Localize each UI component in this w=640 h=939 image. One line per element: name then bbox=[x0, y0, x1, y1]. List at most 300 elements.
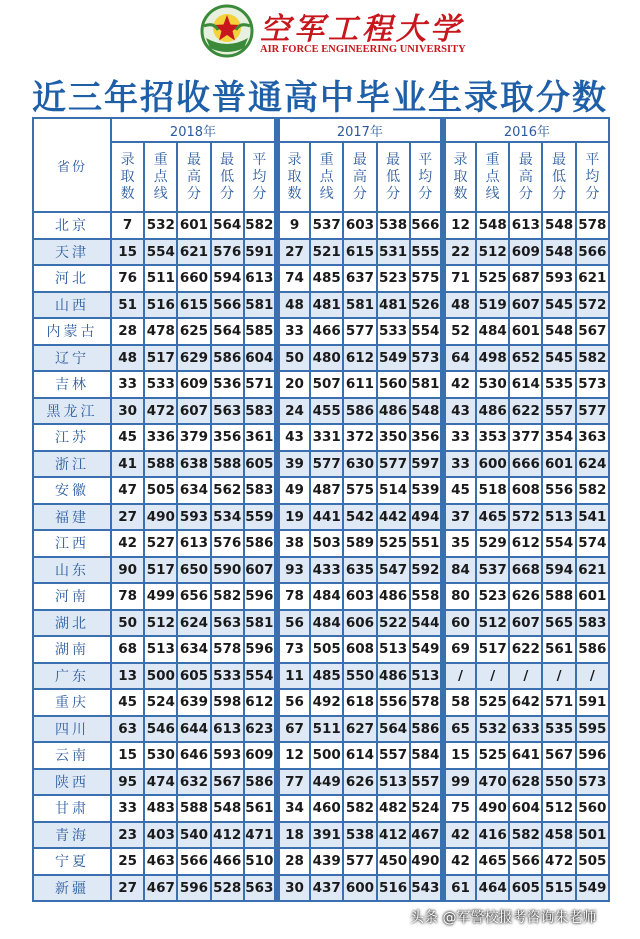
score-cell: 574 bbox=[576, 530, 609, 557]
score-cell: 547 bbox=[377, 557, 410, 584]
score-cell: 503 bbox=[310, 530, 343, 557]
score-cell: 652 bbox=[509, 345, 542, 372]
score-cell: 538 bbox=[377, 212, 410, 239]
score-cell: 638 bbox=[177, 451, 210, 478]
score-cell: 556 bbox=[542, 477, 575, 504]
score-cell: 593 bbox=[177, 504, 210, 531]
score-cell: 487 bbox=[310, 477, 343, 504]
score-cell: 517 bbox=[144, 557, 177, 584]
score-cell: 537 bbox=[476, 557, 509, 584]
score-cell: 510 bbox=[244, 848, 277, 875]
university-name-en: AIR FORCE ENGINEERING UNIVERSITY bbox=[260, 44, 466, 55]
score-cell: 530 bbox=[476, 371, 509, 398]
score-cell: 517 bbox=[144, 345, 177, 372]
score-cell: 555 bbox=[410, 239, 443, 266]
score-cell: 9 bbox=[277, 212, 310, 239]
score-cell: 582 bbox=[576, 345, 609, 372]
table-row bbox=[33, 345, 609, 372]
score-cell: 600 bbox=[476, 451, 509, 478]
province-cell: 北京 bbox=[33, 212, 111, 239]
score-cell: 530 bbox=[144, 742, 177, 769]
score-cell: 33 bbox=[443, 451, 476, 478]
province-cell: 吉林 bbox=[33, 371, 111, 398]
score-cell: 535 bbox=[542, 371, 575, 398]
score-cell: 505 bbox=[576, 848, 609, 875]
score-cell: 30 bbox=[111, 398, 144, 425]
score-cell: 597 bbox=[410, 451, 443, 478]
score-cell: 525 bbox=[476, 689, 509, 716]
score-cell: 551 bbox=[410, 530, 443, 557]
score-cell: 511 bbox=[310, 716, 343, 743]
score-cell: 485 bbox=[310, 663, 343, 690]
score-cell: 50 bbox=[111, 610, 144, 637]
score-cell: 42 bbox=[443, 848, 476, 875]
score-cell: 507 bbox=[310, 371, 343, 398]
score-cell: 513 bbox=[144, 636, 177, 663]
score-cell: 594 bbox=[211, 265, 244, 292]
score-cell: 37 bbox=[443, 504, 476, 531]
score-cell: 623 bbox=[244, 716, 277, 743]
score-cell: 33 bbox=[111, 795, 144, 822]
score-cell: 412 bbox=[377, 822, 410, 849]
score-cell: 563 bbox=[211, 610, 244, 637]
score-cell: 486 bbox=[377, 583, 410, 610]
score-cell: 64 bbox=[443, 345, 476, 372]
score-cell: 614 bbox=[343, 742, 376, 769]
score-cell: 526 bbox=[410, 292, 443, 319]
score-cell: 458 bbox=[542, 822, 575, 849]
score-cell: 591 bbox=[576, 689, 609, 716]
score-cell: 486 bbox=[377, 398, 410, 425]
score-cell: 630 bbox=[343, 451, 376, 478]
score-cell: 449 bbox=[310, 769, 343, 796]
score-cell: 550 bbox=[343, 663, 376, 690]
province-cell: 陕西 bbox=[33, 769, 111, 796]
score-cell: 433 bbox=[310, 557, 343, 584]
score-cell: 612 bbox=[343, 345, 376, 372]
score-cell: 582 bbox=[509, 822, 542, 849]
score-cell: 637 bbox=[343, 265, 376, 292]
score-cell: 625 bbox=[177, 318, 210, 345]
score-cell: 545 bbox=[542, 345, 575, 372]
air-force-emblem-icon bbox=[200, 4, 254, 58]
score-cell: 363 bbox=[576, 424, 609, 451]
score-cell: 621 bbox=[576, 265, 609, 292]
score-cell: 557 bbox=[542, 398, 575, 425]
score-cell: 527 bbox=[144, 530, 177, 557]
table-row bbox=[33, 530, 609, 557]
table-row bbox=[33, 265, 609, 292]
score-cell: 531 bbox=[377, 239, 410, 266]
score-cell: 416 bbox=[476, 822, 509, 849]
score-cell: / bbox=[509, 663, 542, 690]
score-cell: 486 bbox=[476, 398, 509, 425]
score-cell: 529 bbox=[476, 530, 509, 557]
score-cell: 601 bbox=[177, 212, 210, 239]
table-row bbox=[33, 212, 609, 239]
score-cell: 353 bbox=[476, 424, 509, 451]
score-cell: 586 bbox=[244, 530, 277, 557]
score-cell: 573 bbox=[576, 371, 609, 398]
score-cell: 562 bbox=[211, 477, 244, 504]
score-cell: 524 bbox=[410, 795, 443, 822]
score-cell: 536 bbox=[211, 371, 244, 398]
score-cell: 542 bbox=[343, 504, 376, 531]
score-cell: 615 bbox=[343, 239, 376, 266]
table-row bbox=[33, 636, 609, 663]
score-cell: 77 bbox=[277, 769, 310, 796]
score-cell: 42 bbox=[111, 530, 144, 557]
score-cell: 486 bbox=[377, 663, 410, 690]
score-cell: 581 bbox=[410, 371, 443, 398]
score-cell: 331 bbox=[310, 424, 343, 451]
year-header-2018: 2018年 bbox=[111, 118, 277, 142]
score-cell: 628 bbox=[509, 769, 542, 796]
score-cell: 622 bbox=[509, 636, 542, 663]
score-cell: 490 bbox=[410, 848, 443, 875]
score-cell: 565 bbox=[542, 610, 575, 637]
score-cell: 512 bbox=[542, 795, 575, 822]
column-header: 最低分 bbox=[542, 142, 575, 212]
score-cell: 687 bbox=[509, 265, 542, 292]
table-row bbox=[33, 424, 609, 451]
score-cell: 633 bbox=[509, 716, 542, 743]
score-cell: 560 bbox=[576, 795, 609, 822]
score-cell: 39 bbox=[277, 451, 310, 478]
score-cell: 48 bbox=[443, 292, 476, 319]
table-row bbox=[33, 451, 609, 478]
province-cell: 山东 bbox=[33, 557, 111, 584]
score-cell: 601 bbox=[542, 451, 575, 478]
score-cell: 586 bbox=[576, 636, 609, 663]
score-cell: 615 bbox=[177, 292, 210, 319]
table-row bbox=[33, 557, 609, 584]
column-header: 重点线 bbox=[476, 142, 509, 212]
score-cell: 516 bbox=[377, 875, 410, 902]
score-cell: 533 bbox=[144, 371, 177, 398]
table-row bbox=[33, 477, 609, 504]
score-cell: 561 bbox=[542, 636, 575, 663]
score-cell: 501 bbox=[576, 822, 609, 849]
score-cell: 74 bbox=[277, 265, 310, 292]
score-cell: 589 bbox=[343, 530, 376, 557]
score-cell: 58 bbox=[443, 689, 476, 716]
province-cell: 江西 bbox=[33, 530, 111, 557]
score-cell: 582 bbox=[576, 477, 609, 504]
page-title: 近三年招收普通高中毕业生录取分数 bbox=[32, 78, 608, 118]
score-cell: 626 bbox=[509, 583, 542, 610]
score-cell: 505 bbox=[310, 636, 343, 663]
score-cell: 605 bbox=[509, 875, 542, 902]
score-cell: 548 bbox=[542, 318, 575, 345]
score-cell: 584 bbox=[410, 742, 443, 769]
score-cell: 642 bbox=[509, 689, 542, 716]
score-cell: 533 bbox=[377, 318, 410, 345]
province-cell: 山西 bbox=[33, 292, 111, 319]
score-cell: 578 bbox=[211, 636, 244, 663]
score-cell: 90 bbox=[111, 557, 144, 584]
column-header: 最低分 bbox=[377, 142, 410, 212]
score-cell: 441 bbox=[310, 504, 343, 531]
score-cell: 629 bbox=[177, 345, 210, 372]
score-cell: 614 bbox=[509, 371, 542, 398]
score-cell: 515 bbox=[542, 875, 575, 902]
score-cell: 618 bbox=[343, 689, 376, 716]
score-cell: 481 bbox=[310, 292, 343, 319]
score-cell: 467 bbox=[410, 822, 443, 849]
table-row bbox=[33, 371, 609, 398]
score-cell: 354 bbox=[542, 424, 575, 451]
score-cell: 613 bbox=[244, 265, 277, 292]
score-cell: 596 bbox=[177, 875, 210, 902]
score-cell: 525 bbox=[377, 530, 410, 557]
score-cell: 478 bbox=[144, 318, 177, 345]
table-row bbox=[33, 742, 609, 769]
score-cell: 512 bbox=[476, 610, 509, 637]
score-cell: 572 bbox=[509, 504, 542, 531]
score-cell: 513 bbox=[410, 663, 443, 690]
score-cell: 566 bbox=[410, 212, 443, 239]
score-cell: 566 bbox=[211, 292, 244, 319]
score-cell: 33 bbox=[277, 318, 310, 345]
score-cell: 656 bbox=[177, 583, 210, 610]
score-cell: 634 bbox=[177, 477, 210, 504]
score-cell: 609 bbox=[244, 742, 277, 769]
score-cell: 41 bbox=[111, 451, 144, 478]
score-cell: 556 bbox=[377, 689, 410, 716]
score-cell: 598 bbox=[211, 689, 244, 716]
score-cell: / bbox=[542, 663, 575, 690]
score-cell: 50 bbox=[277, 345, 310, 372]
score-cell: 564 bbox=[211, 318, 244, 345]
province-cell: 四川 bbox=[33, 716, 111, 743]
score-cell: 35 bbox=[443, 530, 476, 557]
score-cell: 68 bbox=[111, 636, 144, 663]
score-cell: 666 bbox=[509, 451, 542, 478]
table-row bbox=[33, 663, 609, 690]
score-cell: 56 bbox=[277, 689, 310, 716]
province-cell: 内蒙古 bbox=[33, 318, 111, 345]
score-cell: 525 bbox=[476, 742, 509, 769]
score-cell: 588 bbox=[211, 451, 244, 478]
score-cell: 511 bbox=[144, 265, 177, 292]
score-cell: 466 bbox=[310, 318, 343, 345]
watermark: 头条 @军警校报考咨询朱老师 bbox=[410, 910, 597, 926]
score-cell: 549 bbox=[410, 636, 443, 663]
score-cell: 12 bbox=[443, 212, 476, 239]
province-header: 省份 bbox=[33, 118, 111, 212]
score-cell: 521 bbox=[310, 239, 343, 266]
score-cell: 596 bbox=[576, 742, 609, 769]
score-cell: 11 bbox=[277, 663, 310, 690]
score-cell: 27 bbox=[111, 504, 144, 531]
score-cell: 498 bbox=[476, 345, 509, 372]
score-cell: 596 bbox=[244, 583, 277, 610]
score-cell: 516 bbox=[144, 292, 177, 319]
score-cell: 71 bbox=[443, 265, 476, 292]
score-cell: 12 bbox=[277, 742, 310, 769]
score-cell: 613 bbox=[177, 530, 210, 557]
score-cell: 586 bbox=[244, 769, 277, 796]
score-cell: 482 bbox=[377, 795, 410, 822]
score-cell: 528 bbox=[211, 875, 244, 902]
score-cell: 578 bbox=[576, 212, 609, 239]
column-header: 重点线 bbox=[144, 142, 177, 212]
score-cell: 535 bbox=[542, 716, 575, 743]
score-cell: 513 bbox=[542, 504, 575, 531]
score-cell: 592 bbox=[410, 557, 443, 584]
province-cell: 青海 bbox=[33, 822, 111, 849]
province-cell: 江苏 bbox=[33, 424, 111, 451]
score-cell: 571 bbox=[244, 371, 277, 398]
score-cell: 541 bbox=[576, 504, 609, 531]
score-cell: 18 bbox=[277, 822, 310, 849]
column-header: 录取数 bbox=[443, 142, 476, 212]
score-cell: 575 bbox=[410, 265, 443, 292]
score-cell: 586 bbox=[211, 345, 244, 372]
score-cell: 403 bbox=[144, 822, 177, 849]
score-cell: 601 bbox=[509, 318, 542, 345]
score-cell: 624 bbox=[177, 610, 210, 637]
score-cell: 548 bbox=[211, 795, 244, 822]
score-cell: 634 bbox=[177, 636, 210, 663]
year-header-2017: 2017年 bbox=[277, 118, 443, 142]
province-cell: 浙江 bbox=[33, 451, 111, 478]
score-cell: 621 bbox=[177, 239, 210, 266]
score-cell: 13 bbox=[111, 663, 144, 690]
score-cell: 78 bbox=[111, 583, 144, 610]
score-cell: 588 bbox=[542, 583, 575, 610]
score-cell: 567 bbox=[211, 769, 244, 796]
score-cell: 76 bbox=[111, 265, 144, 292]
score-cell: 632 bbox=[177, 769, 210, 796]
score-cell: 577 bbox=[343, 318, 376, 345]
score-cell: 43 bbox=[277, 424, 310, 451]
score-cell: / bbox=[576, 663, 609, 690]
score-cell: 577 bbox=[576, 398, 609, 425]
score-cell: 43 bbox=[443, 398, 476, 425]
score-cell: 539 bbox=[410, 477, 443, 504]
score-cell: 573 bbox=[576, 769, 609, 796]
score-cell: 635 bbox=[343, 557, 376, 584]
column-header: 平均分 bbox=[576, 142, 609, 212]
score-cell: 500 bbox=[310, 742, 343, 769]
score-cell: 48 bbox=[277, 292, 310, 319]
score-cell: 581 bbox=[343, 292, 376, 319]
score-cell: 15 bbox=[443, 742, 476, 769]
score-cell: 626 bbox=[343, 769, 376, 796]
score-cell: 548 bbox=[542, 239, 575, 266]
score-cell: 567 bbox=[576, 318, 609, 345]
score-cell: 48 bbox=[111, 345, 144, 372]
score-cell: 622 bbox=[509, 398, 542, 425]
score-cell: 641 bbox=[509, 742, 542, 769]
score-cell: 490 bbox=[144, 504, 177, 531]
score-cell: 644 bbox=[177, 716, 210, 743]
province-cell: 宁夏 bbox=[33, 848, 111, 875]
score-cell: 607 bbox=[509, 292, 542, 319]
score-cell: 601 bbox=[576, 583, 609, 610]
score-cell: 30 bbox=[277, 875, 310, 902]
score-cell: 582 bbox=[211, 583, 244, 610]
score-cell: 474 bbox=[144, 769, 177, 796]
score-cell: 604 bbox=[509, 795, 542, 822]
logo bbox=[200, 4, 466, 60]
score-cell: 517 bbox=[476, 636, 509, 663]
score-cell: 42 bbox=[443, 371, 476, 398]
score-cell: 603 bbox=[343, 583, 376, 610]
score-cell: 27 bbox=[277, 239, 310, 266]
score-cell: 548 bbox=[410, 398, 443, 425]
score-cell: 7 bbox=[111, 212, 144, 239]
score-cell: 566 bbox=[177, 848, 210, 875]
score-cell: 391 bbox=[310, 822, 343, 849]
score-cell: 33 bbox=[443, 424, 476, 451]
score-cell: 559 bbox=[244, 504, 277, 531]
score-cell: 607 bbox=[177, 398, 210, 425]
province-cell: 河南 bbox=[33, 583, 111, 610]
score-cell: 437 bbox=[310, 875, 343, 902]
score-cell: 28 bbox=[111, 318, 144, 345]
score-cell: / bbox=[476, 663, 509, 690]
score-cell: 513 bbox=[377, 769, 410, 796]
score-cell: 567 bbox=[542, 742, 575, 769]
score-cell: 554 bbox=[410, 318, 443, 345]
score-cell: 583 bbox=[244, 398, 277, 425]
score-cell: 67 bbox=[277, 716, 310, 743]
score-cell: 463 bbox=[144, 848, 177, 875]
score-cell: 483 bbox=[144, 795, 177, 822]
score-cell: 572 bbox=[576, 292, 609, 319]
score-cell: / bbox=[443, 663, 476, 690]
score-cell: 577 bbox=[310, 451, 343, 478]
score-cell: 612 bbox=[244, 689, 277, 716]
score-cell: 576 bbox=[211, 530, 244, 557]
score-cell: 525 bbox=[476, 265, 509, 292]
score-cell: 588 bbox=[144, 451, 177, 478]
year-header-2016: 2016年 bbox=[443, 118, 609, 142]
table-row bbox=[33, 848, 609, 875]
score-cell: 560 bbox=[377, 371, 410, 398]
score-cell: 84 bbox=[443, 557, 476, 584]
score-cell: 563 bbox=[211, 398, 244, 425]
score-cell: 543 bbox=[410, 875, 443, 902]
score-cell: 593 bbox=[542, 265, 575, 292]
table-row bbox=[33, 689, 609, 716]
score-cell: 609 bbox=[177, 371, 210, 398]
score-cell: 585 bbox=[244, 318, 277, 345]
score-cell: 27 bbox=[111, 875, 144, 902]
score-cell: 63 bbox=[111, 716, 144, 743]
score-cell: 600 bbox=[343, 875, 376, 902]
university-name-cn: 空军工程大学 bbox=[260, 12, 464, 47]
score-cell: 519 bbox=[476, 292, 509, 319]
score-cell: 23 bbox=[111, 822, 144, 849]
score-cell: 566 bbox=[576, 239, 609, 266]
score-cell: 412 bbox=[211, 822, 244, 849]
column-header: 录取数 bbox=[277, 142, 310, 212]
score-cell: 377 bbox=[509, 424, 542, 451]
score-cell: 583 bbox=[576, 610, 609, 637]
table-row bbox=[33, 716, 609, 743]
table-row bbox=[33, 318, 609, 345]
score-cell: 480 bbox=[310, 345, 343, 372]
score-cell: 51 bbox=[111, 292, 144, 319]
score-cell: 361 bbox=[244, 424, 277, 451]
score-cell: 549 bbox=[576, 875, 609, 902]
score-cell: 20 bbox=[277, 371, 310, 398]
province-cell: 河北 bbox=[33, 265, 111, 292]
